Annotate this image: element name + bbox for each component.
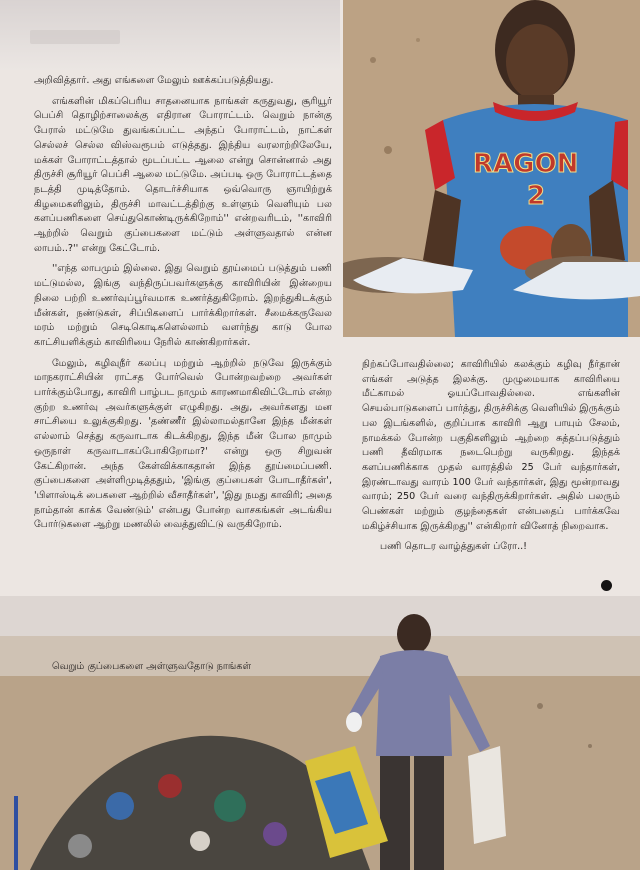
boy-photo-illustration [343, 0, 640, 337]
shirt-print-text: RAGON [473, 149, 579, 179]
article-paragraph: வெறும் குப்பைகளை அள்ளுவதோடு நாங்கள் [52, 661, 252, 672]
article-paragraph: அறிவித்தார். அது எங்களை மேலும் ஊக்கப்படுத்தியது. [34, 75, 274, 86]
right-text-column [362, 358, 620, 561]
article-paragraph: எங்களின் மிகப்பெரிய சாதனையாக நாங்கள் கருதுவது, சூரியூர் பெப்சி தொழிற்சாலைக்கு எதிரான போராட்டம். வெறும் நான்கு பேரால் மட்டுமே துவங்கப்பட்ட அந்தப் போராட்டம், நாட்கள் செல்லச் செல்ல விஸ்வரூபம் எடுத்தது. இந்திய வரலாற்றிலேயே, மக்கள் போராட்டத்தால் மூடப்பட்ட ஆலை என்று சொன்னால் அது திருச்சி சூரியூர் பெப்சி ஆலை மட்டுமே. அப்படி ஒரு போராட்டத்தை நடத்தி முடித்தோம். தொடர்ச்சியாக ஒவ்வொரு ஞாயிற்றுக் கிழமைகளிலும், திருச்சி மாவட்டத்திற்கு உள்ளும் வெளியும் பல களப்பணிகளை செய்துகொண்டிருக்கிறோம்'' என்றவரிடம், ''காவிரி ஆற்றில் வெறும் குப்பைகளை மட்டும் அள்ளுவதால் என்ன லாபம்..?'' என்று கேட்டோம். [34, 95, 332, 254]
photo-man-collecting-garbage [0, 596, 640, 870]
bottom-text-column [34, 660, 332, 681]
left-text-column [34, 74, 332, 539]
article-paragraph: நிற்கப்போவதில்லை; காவிரியில் கலக்கும் கழிவு நீர்தான் எங்கள் அடுத்த இலக்கு. முழுமையாக காவிரியை மீட்காமல் ஓயப்போவதில்லை. எங்களின் செயல்பாடுகளைப் பார்த்து, திருச்சிக்கு வெளியில் இருக்கும் பல இடங்களில், குறிப்பாக காவிரி ஆறு பாயும் சேலம், நாமக்கல் போன்ற பகுதிகளிலும் ஆற்றை சுத்தப்படுத்தும் பணி தீவிரமாக நடைபெற்று வருகிறது. இந்தக் களப்பணிக்காக முதல் வாரத்தில் 25 பேர் வந்தார்கள், இரண்டாவது வாரம் 100 பேர் வந்தார்கள், இது மூன்றாவது வாரம்; 250 பேர் வரை வந்திருக்கிறார்கள். அதில் பலரும் பெண்கள் மற்றும் குழந்தைகள் என்பதைப் பார்க்கவே மகிழ்ச்சியாக இருக்கிறது'' என்கிறார் வினோத் நிறைவாக. [362, 359, 620, 532]
article-paragraph: ''எந்த லாபமும் இல்லை. இது வெறும் தூய்மைப் படுத்தும் பணி மட்டுமல்ல, இங்கு வந்திருப்பவர்களுக்கு காவிரியின் இன்றைய நிலை பற்றி உணர்வுப்பூர்வமாக உணர்த்துகிறோம். இறந்துகிடக்கும் மீன்கள், நண்டுகள், சிப்பிகளைப் பார்க்கிறார்கள். சீமைக்கருவேல மரம் மற்றும் செடிகொடிகளெல்லாம் வளர்ந்து காடு போல காட்சியளிக்கும் காவிரியை நேரில் காண்கிறார்கள். [34, 263, 332, 348]
article-end-mark [601, 580, 612, 591]
shirt-print-number: 2 [527, 181, 546, 211]
faded-heading-mark [30, 30, 120, 44]
closing-line: பணி தொடர வாழ்த்துகள் ப்ரோ..! [380, 541, 528, 553]
photo-boy-holding-fish [343, 0, 640, 337]
article-paragraph: மேலும், கழிவுநீர் கலப்பு மற்றும் ஆற்றில் நடுவே இருக்கும் மாநகராட்சியின் ராட்சத போர்வெல் போன்றவற்றை அவர்கள் பார்க்கும்போது, காவிரி பாழ்பட நாமும் காரணமாகிவிட்டோம் என்ற குற்ற உணர்வு அவர்களுக்குள் எழுகிறது. அது, அவர்களது மன சாட்சியை உலுக்குகிறது. 'தண்ணீர் இல்லாமல்தானே இந்த மீன்கள் எல்லாம் செத்து கருவாடாக கிடக்கிறது, இந்த மீன் போல நாமும் ஒருநாள் கருவாடாகப்போகிறோமா?' என்று ஒரு சிறுவன் கேட்கிறான். அந்த கேள்விக்காகதான் இந்த தூய்மைப்பணி. குப்பைகளை அள்ளிமுடித்ததும், 'இங்கு குப்பைகள் போடாதீர்கள்', 'பிளாஸ்டிக் பைகளை ஆற்றில் வீசாதீர்கள்', 'இது நமது காவிரி; அதை நாம்தான் காக்க வேண்டும்' என்பது போன்ற வாசகங்கள் அடங்கிய போர்டுகளை ஆற்று மணலில் வைத்துவிட்டு வருகிறோம். [34, 357, 332, 531]
riverbed-photo-illustration [0, 596, 640, 870]
faded-header-strip [0, 0, 340, 70]
